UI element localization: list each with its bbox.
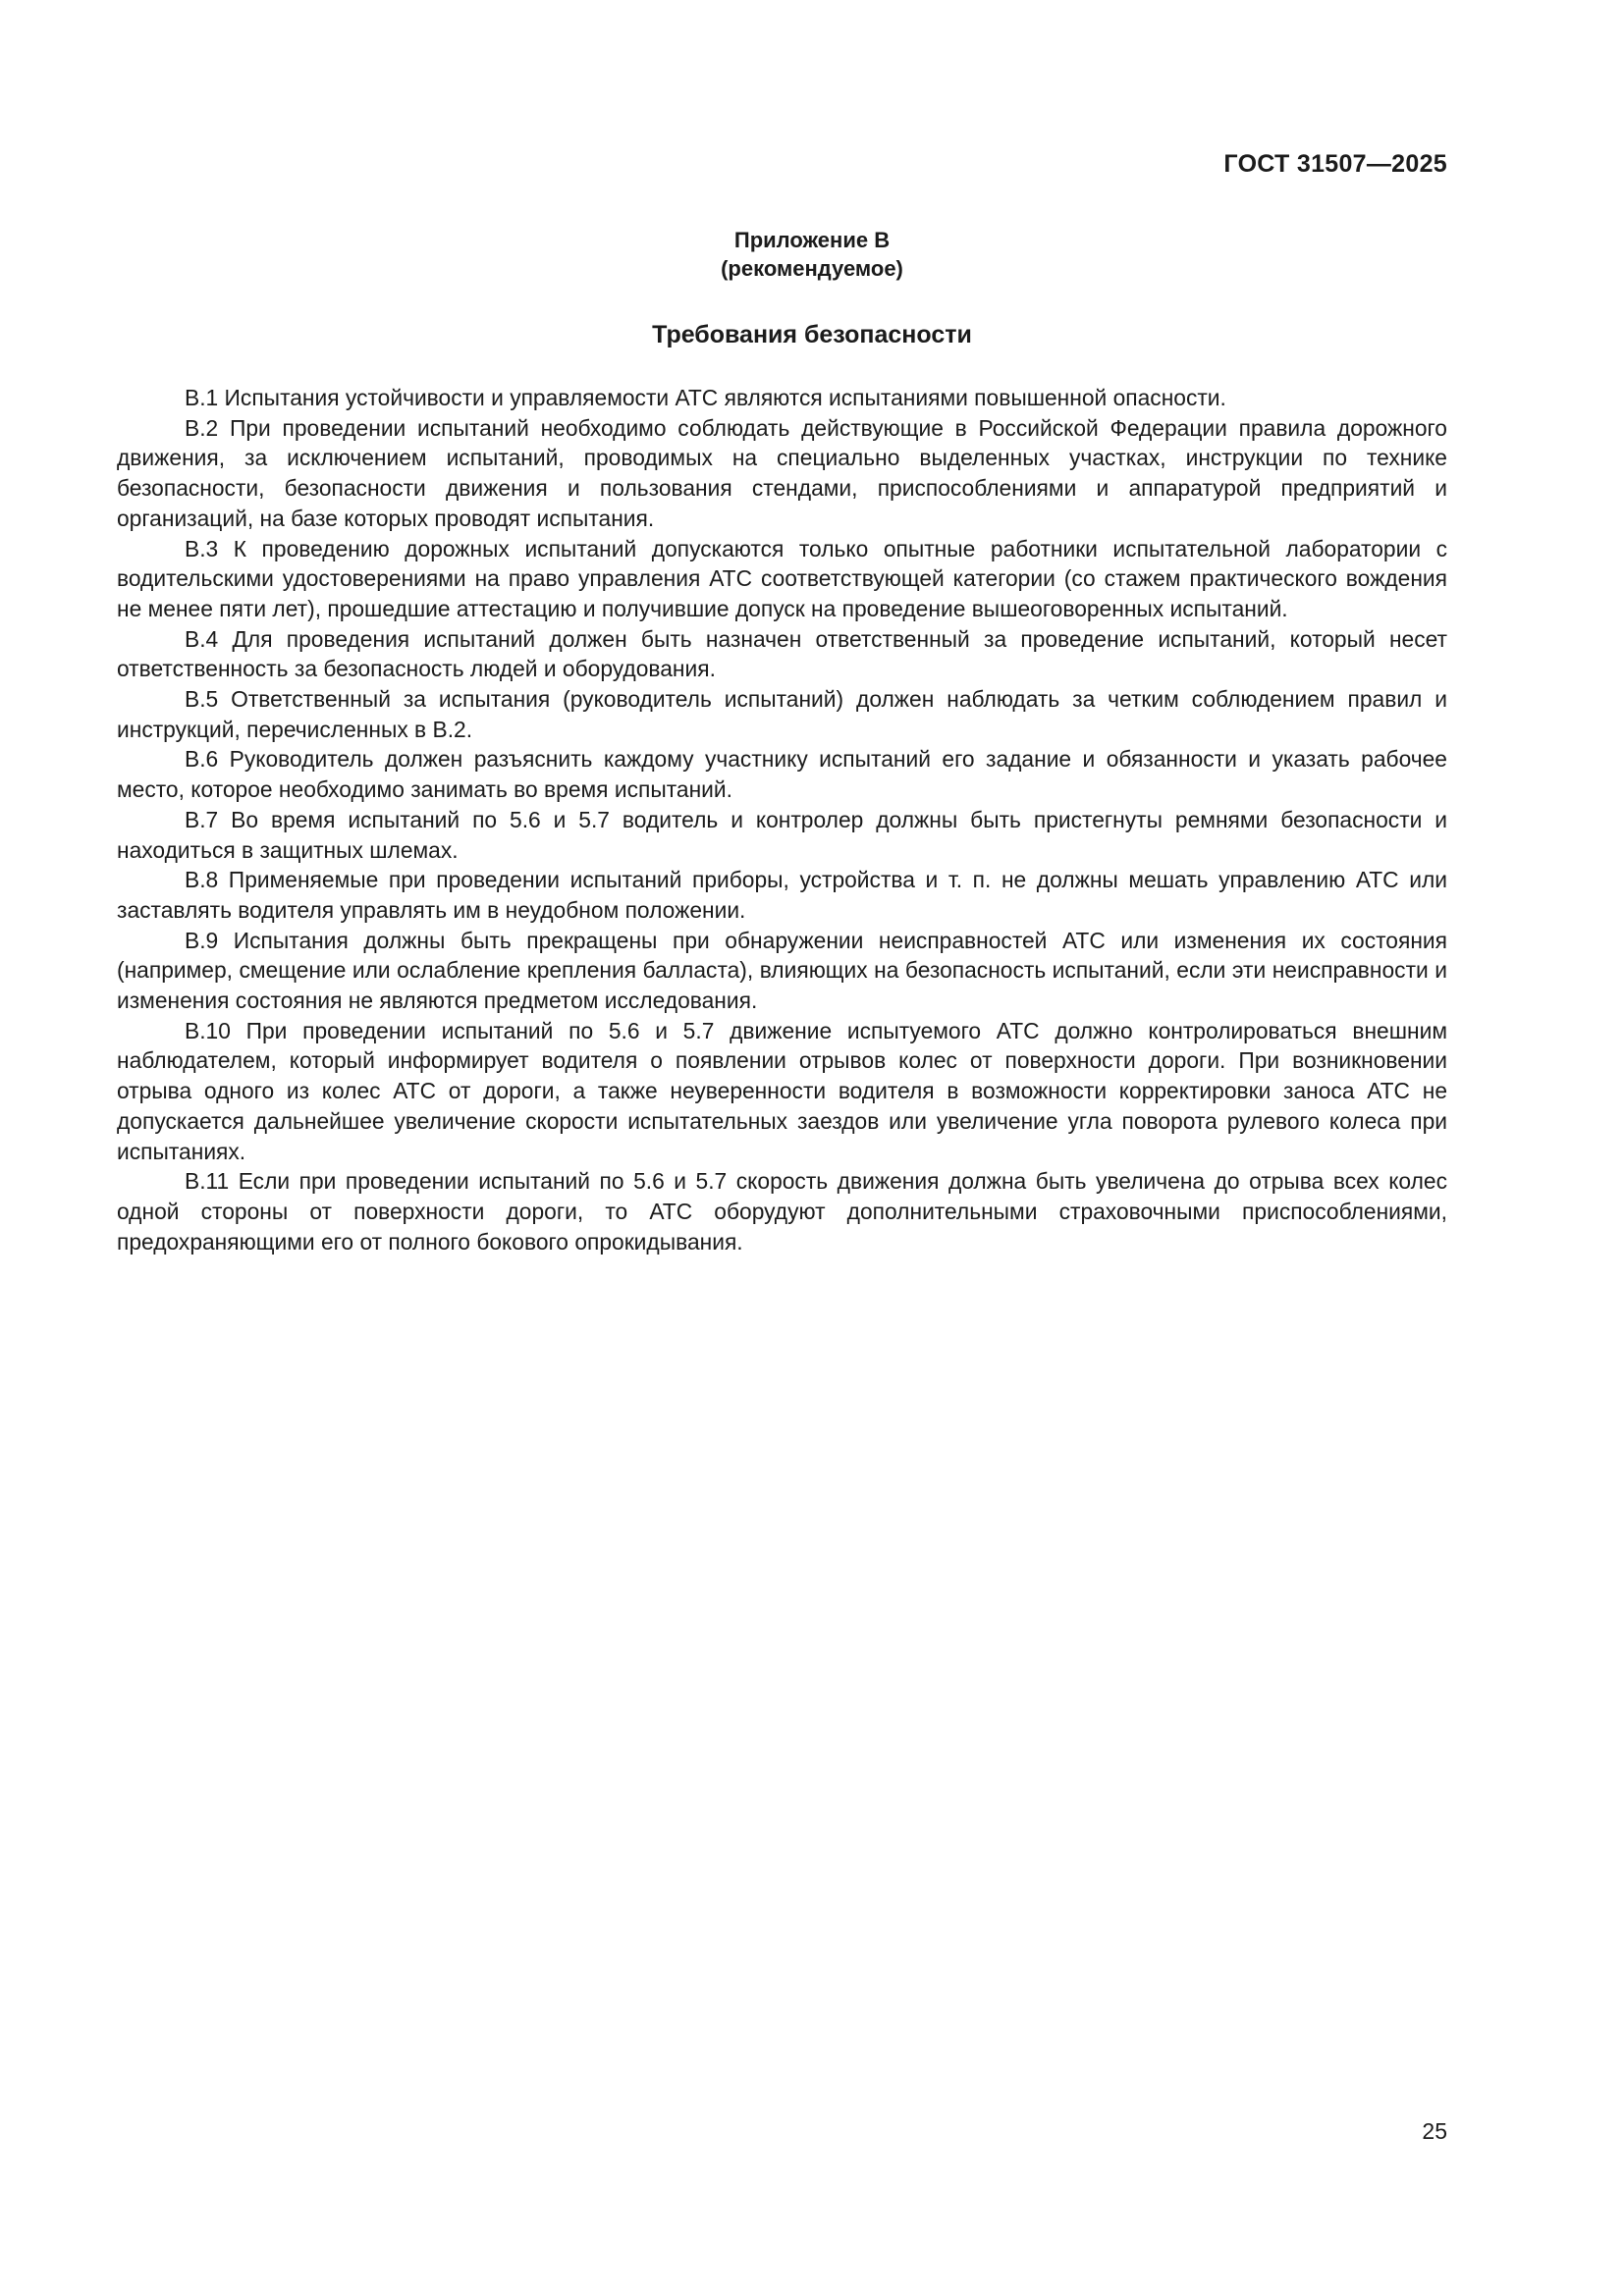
- section-title: Требования безопасности: [652, 321, 972, 348]
- paragraph-b7: В.7 Во время испытаний по 5.6 и 5.7 водитель и контролер должны быть пристегнуты ремнями безопасности и находиться в защитных шлемах.: [117, 806, 1447, 863]
- paragraph-b10: В.10 При проведении испытаний по 5.6 и 5.7 движение испытуемого АТС должно контролироваться внешним наблюдателем, который информирует водителя о появлении отрывов колес от поверхности дороги. При возникновении отрыва одного из колес АТС от дороги, а также неуверенности водителя в возможности корректировки заноса АТС не допускается дальнейшее увеличение скорости испытательных заездов или увеличение угла поворота рулевого колеса при испытаниях.: [117, 1017, 1447, 1164]
- page-number: 25: [1422, 2118, 1447, 2144]
- paragraph-b5: В.5 Ответственный за испытания (руководитель испытаний) должен наблюдать за четким соблюдением правил и инструкций, перечисленных в В.2.: [117, 686, 1447, 742]
- paragraph-b6: В.6 Руководитель должен разъяснить каждому участнику испытаний его задание и обязанности и указать рабочее место, которое необходимо занимать во время испытаний.: [117, 746, 1447, 803]
- paragraph-b8: В.8 Применяемые при проведении испытаний приборы, устройства и т. п. не должны мешать управлению АТС или заставлять водителя управлять им в неудобном положении.: [117, 867, 1447, 923]
- paragraph-b1: В.1 Испытания устойчивости и управляемости АТС являются испытаниями повышенной опасности.: [185, 385, 1226, 410]
- paragraph-b4: В.4 Для проведения испытаний должен быть назначен ответственный за проведение испытаний, который несет ответственность за безопасность людей и оборудования.: [117, 625, 1447, 682]
- paragraph-b9: В.9 Испытания должны быть прекращены при обнаружении неисправностей АТС или изменения их состояния (например, смещение или ослабление крепления балласта), влияющих на безопасность испытаний, если эти неисправности и изменения состояния не являются предметом исследования.: [117, 927, 1447, 1014]
- paragraph-b11: В.11 Если при проведении испытаний по 5.6 и 5.7 скорость движения должна быть увеличена до отрыва всех колес одной стороны от поверхности дороги, то АТС оборудуют дополнительными страховочными приспособлениями, предохраняющими его от полного бокового опрокидывания.: [117, 1168, 1447, 1255]
- paragraph-b3: В.3 К проведению дорожных испытаний допускаются только опытные работники испытательной лаборатории с водительскими удостоверениями на право управления АТС соответствующей категории (со стажем практического вождения не менее пяти лет), прошедшие аттестацию и получившие допуск на проведение вышеоговоренных испытаний.: [117, 535, 1447, 621]
- paragraph-b2: В.2 При проведении испытаний необходимо соблюдать действующие в Российской Федерации правила дорожного движения, за исключением испытаний, проводимых на специально выделенных участках, инструкции по технике безопасности, безопасности движения и пользования стендами, приспособлениями и аппаратурой предприятий и организаций, на базе которых проводят испытания.: [117, 414, 1447, 531]
- annex-status: (рекомендуемое): [721, 256, 903, 281]
- annex-heading: [0, 226, 1624, 283]
- body-text: [117, 383, 1447, 1256]
- annex-title: Приложение В: [733, 228, 891, 252]
- document-code: ГОСТ 31507—2025: [1223, 150, 1447, 178]
